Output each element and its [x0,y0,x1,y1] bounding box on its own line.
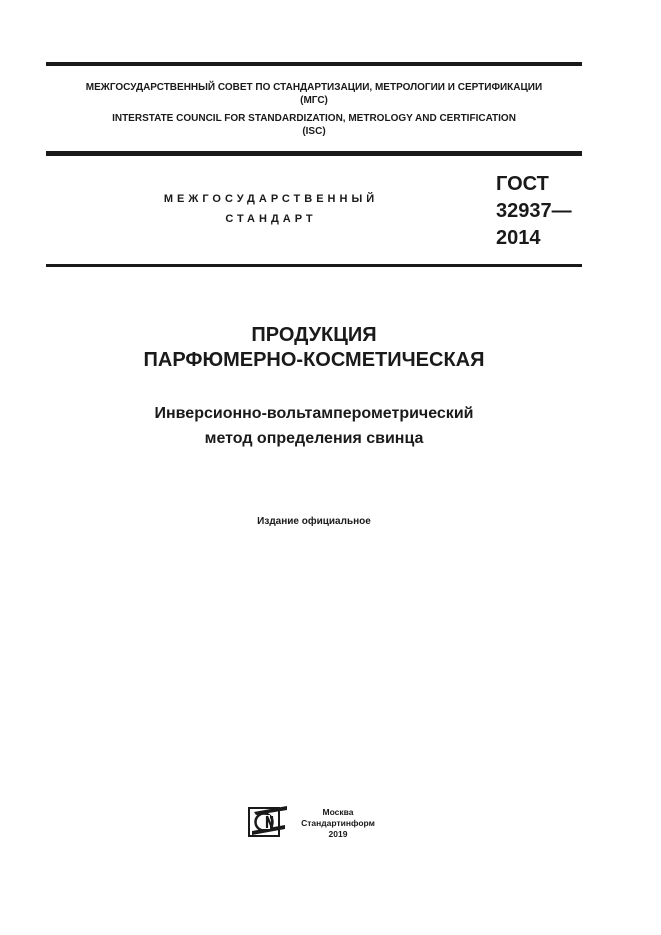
publisher-name: Стандартинформ [301,818,375,828]
gost-year: 2014 [496,227,541,249]
council-name-ru: МЕЖГОСУДАРСТВЕННЫЙ СОВЕТ ПО СТАНДАРТИЗАЦИИ, МЕТРОЛОГИИ И СЕРТИФИКАЦИИ [85,82,543,93]
edition-note: Издание официальное [257,516,371,527]
top-divider [46,62,582,66]
gost-label: ГОСТ [496,173,549,195]
lower-divider [46,264,582,267]
document-title-line-1: ПРОДУКЦИЯ [251,324,377,346]
council-name-en: INTERSTATE COUNCIL FOR STANDARDIZATION, METROLOGY AND CERTIFICATION [112,113,516,124]
standard-type-line-1: МЕЖГОСУДАРСТВЕННЫЙ [163,193,379,205]
standard-type-line-2: СТАНДАРТ [225,213,317,225]
document-subtitle-line-1: Инверсионно-вольтамперометрический [154,405,474,422]
document-subtitle-line-2: метод определения свинца [204,430,424,447]
gost-number: 32937— [496,200,572,222]
document-title-line-2: ПАРФЮМЕРНО-КОСМЕТИЧЕСКАЯ [143,349,485,371]
middle-divider [46,151,582,156]
council-abbr-en: (ISC) [302,126,326,137]
standartinform-logo-icon [248,805,288,839]
publisher-year: 2019 [328,829,348,839]
publisher-city: Москва [322,807,354,817]
council-abbr-ru: (МГС) [300,95,328,106]
